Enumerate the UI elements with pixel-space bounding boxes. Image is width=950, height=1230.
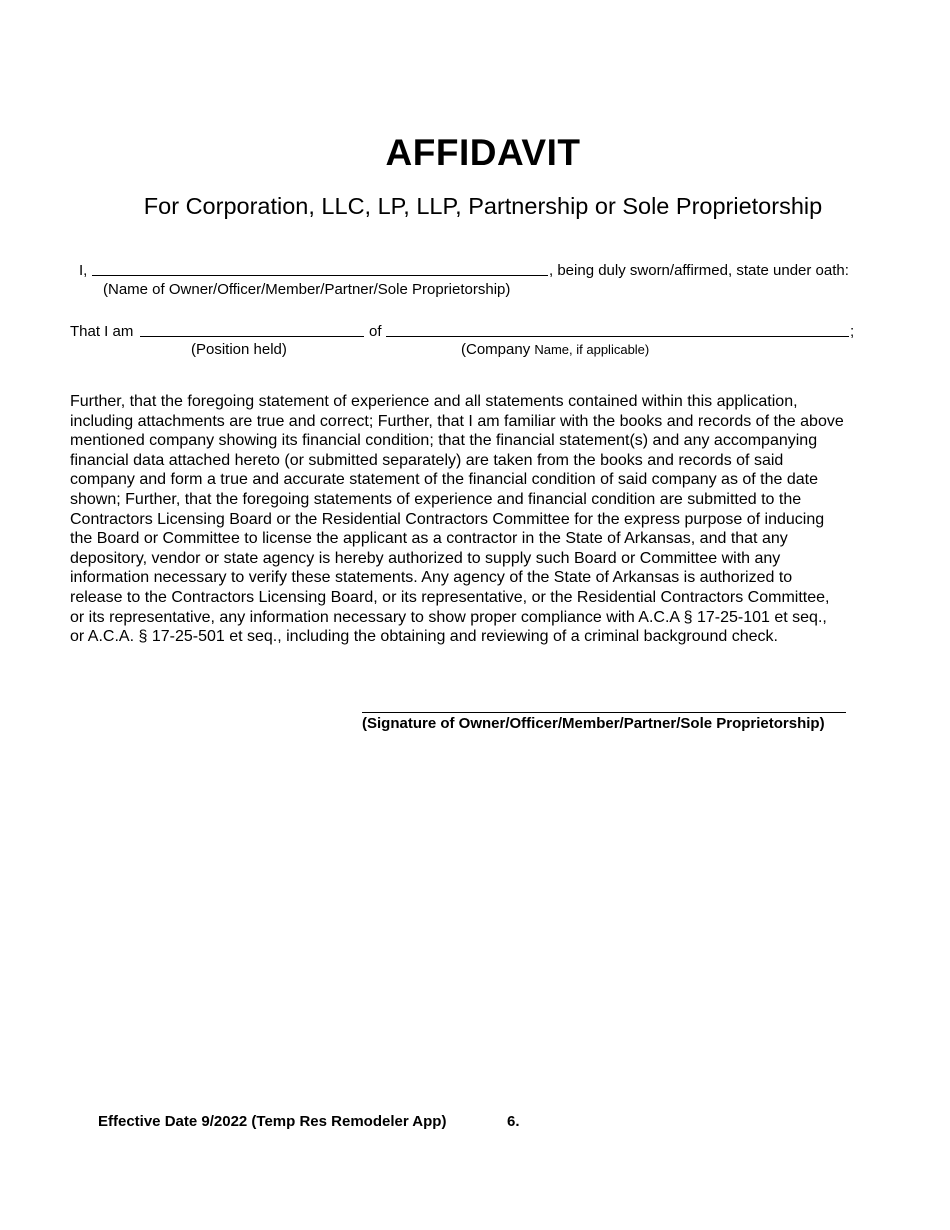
signature-caption: (Signature of Owner/Officer/Member/Partner/Sole Proprietorship) [362, 715, 825, 732]
company-connector: of [369, 323, 382, 340]
position-prefix: That I am [70, 323, 134, 340]
position-caption: (Position held) [191, 341, 287, 358]
name-prefix: I, [79, 262, 88, 279]
company-caption [461, 341, 649, 358]
name-suffix: , being duly sworn/affirmed, state under oath: [549, 262, 849, 279]
company-caption-main: (Company [461, 341, 535, 358]
document-title: AFFIDAVIT [385, 132, 581, 173]
affidavit-statement: Further, that the foregoing statement of experience and all statements contained within this application, including attachments are true and correct; Further, that I am familiar with the books and records of the above mentioned company showing its financial condition; that the financial statement(s) and any accompanying financial data attached hereto (or submitted separately) are taken from the books and records of said company and form a true and accurate statement of the financial condition of said company as of the date shown; Further, that the foregoing statements of experience and financial condition are submitted to the Contractors Licensing Board or the Residential Contractors Committee for the express purpose of inducing the Board or Committee to license the applicant as a contractor in the State of Arkansas, and that any depository, vendor or state agency is hereby authorized to supply such Board or Committee with any information necessary to verify these statements. Any agency of the State of Arkansas is authorized to release to the Contractors Licensing Board, or its representative, or the Residential Contractors Committee, or its representative, any information necessary to show proper compliance with A.C.A § 17-25-101 et seq., or A.C.A. § 17-25-501 et seq., including the obtaining and reviewing of a criminal background check. [70, 393, 844, 646]
name-field-line[interactable] [92, 260, 548, 276]
page-number: 6. [507, 1113, 520, 1130]
effective-date: Effective Date 9/2022 (Temp Res Remodeler App) [98, 1113, 447, 1130]
company-suffix: ; [850, 323, 855, 340]
company-caption-small: Name, if applicable) [534, 342, 650, 357]
position-field-line[interactable] [140, 321, 364, 337]
company-field-line[interactable] [386, 321, 849, 337]
name-caption: (Name of Owner/Officer/Member/Partner/Sole Proprietorship) [103, 281, 511, 298]
signature-field-line[interactable] [362, 700, 846, 713]
document-subtitle: For Corporation, LLC, LP, LLP, Partnership or Sole Proprietorship [143, 193, 823, 219]
